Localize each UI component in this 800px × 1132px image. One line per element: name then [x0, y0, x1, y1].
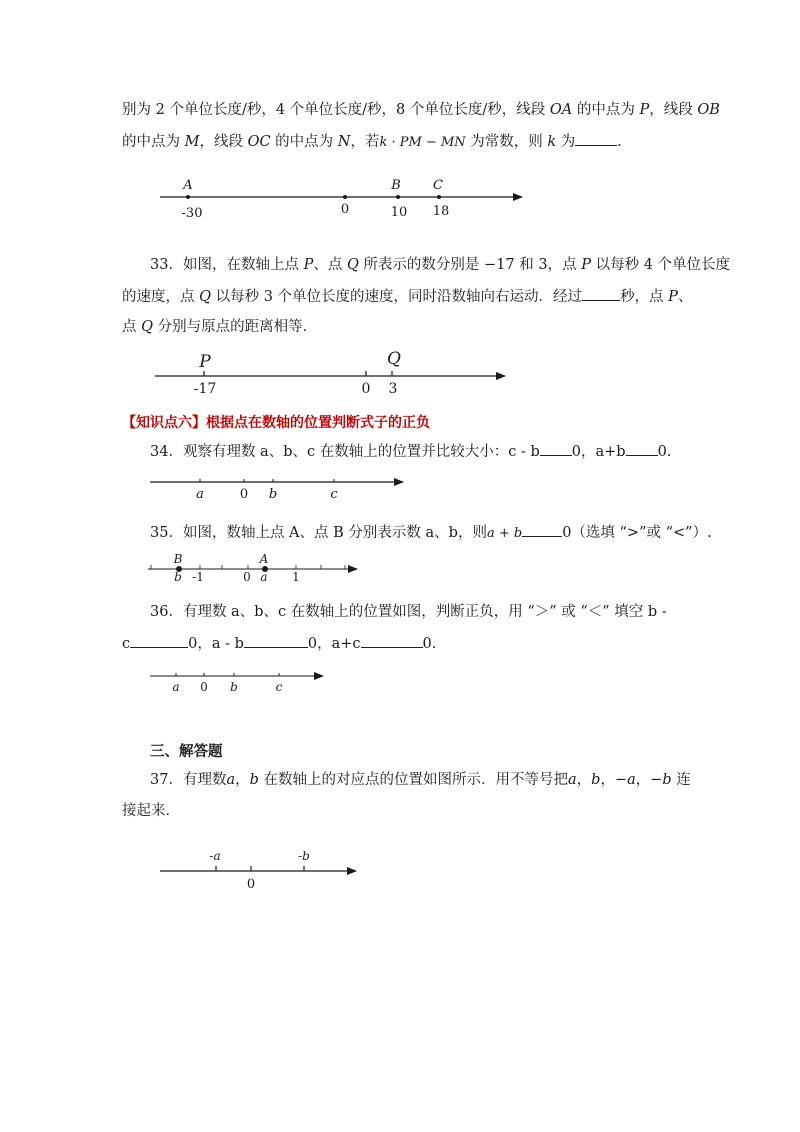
tick-label: -a [209, 849, 221, 863]
q34-text: 34．观察有理数 a、b、c 在数轴上的位置并比较大小：c - b 0，a+b 0. [150, 441, 671, 462]
number-line-q32 [160, 178, 522, 221]
tick-label: b [174, 570, 182, 584]
tick-label: 18 [432, 204, 450, 219]
tick-label: 0 [200, 680, 208, 694]
tick-label: b [230, 680, 238, 694]
point-a-label: A [183, 178, 193, 193]
tick-label: 1 [292, 570, 300, 584]
section-heading-3: 三、解答题 [150, 743, 223, 760]
q37-line2: 接起来． [122, 803, 180, 819]
tick-label: -1 [192, 570, 204, 584]
q32-line2: 的中点为 M，线段 OC 的中点为 N，若k · PM − MN 为常数，则 k 为 . [122, 131, 622, 153]
q33-line3: 点 Q 分别与原点的距离相等． [122, 319, 318, 335]
tick-label: c [275, 680, 283, 694]
tick-label: c [330, 487, 338, 502]
tick-label: 0 [239, 487, 249, 502]
point-c-label: C [433, 178, 443, 193]
tick-label: 0 [246, 877, 256, 892]
tick-label: 3 [388, 381, 398, 397]
number-line-q37 [160, 849, 356, 892]
number-line-q36 [150, 673, 323, 694]
tick-label: -17 [193, 381, 217, 397]
tick-label: 0 [361, 381, 371, 397]
tick-label: a [172, 680, 180, 694]
section-heading-6: 【知识点六】根据点在数轴的位置判断式子的正负 [122, 415, 430, 431]
tick-label: b [268, 487, 278, 502]
origin-dot [343, 195, 347, 199]
tick-label: 10 [390, 205, 408, 220]
tick-label: -30 [181, 206, 203, 221]
point-q-label: Q [387, 349, 401, 369]
q33-line2: 的速度，点 Q 以每秒 3 个单位长度的速度，同时沿数轴向右运动．经过 秒，点 P、 [122, 286, 692, 307]
q33-line1: 33．如图，在数轴上点 P、点 Q 所表示的数分别是 −17 和 3，点 P 以每秒 4 个单位长度 [150, 257, 731, 273]
point-b-label: B [173, 552, 183, 566]
q36-line1: 36．有理数 a、b、c 在数轴上的位置如图，判断正负，用 “＞” 或 “＜” 填空 b - [150, 604, 667, 620]
number-line-q34 [150, 479, 403, 502]
q37-line1: 37．有理数a，b 在数轴上的对应点的位置如图所示．用不等号把a，b，−a，−b 连 [150, 772, 691, 788]
tick-label: 0 [340, 202, 350, 217]
point-c-dot [437, 195, 441, 199]
number-line-q35 [148, 552, 357, 584]
q32-line1: 别为 2 个单位长度/秒，4 个单位长度/秒，8 个单位长度/秒，线段 OA 的中点为 P，线段 OB [122, 102, 720, 118]
point-a-dot [186, 195, 190, 199]
tick-label: 0 [243, 570, 251, 584]
point-a-label: A [259, 552, 269, 566]
point-b-dot [396, 195, 400, 199]
point-p-label: P [199, 352, 211, 372]
q36-line2: c 0，a - b 0，a+c 0. [122, 633, 436, 654]
q35-text: 35．如图，数轴上点 A、点 B 分别表示数 a、b，则a + b 0（选填 “>”或 “<”）. [150, 522, 712, 544]
tick-label: a [196, 487, 204, 502]
point-b-label: B [391, 178, 401, 193]
tick-label: -b [298, 849, 310, 863]
number-line-q33 [155, 349, 505, 397]
tick-label: a [260, 570, 268, 584]
